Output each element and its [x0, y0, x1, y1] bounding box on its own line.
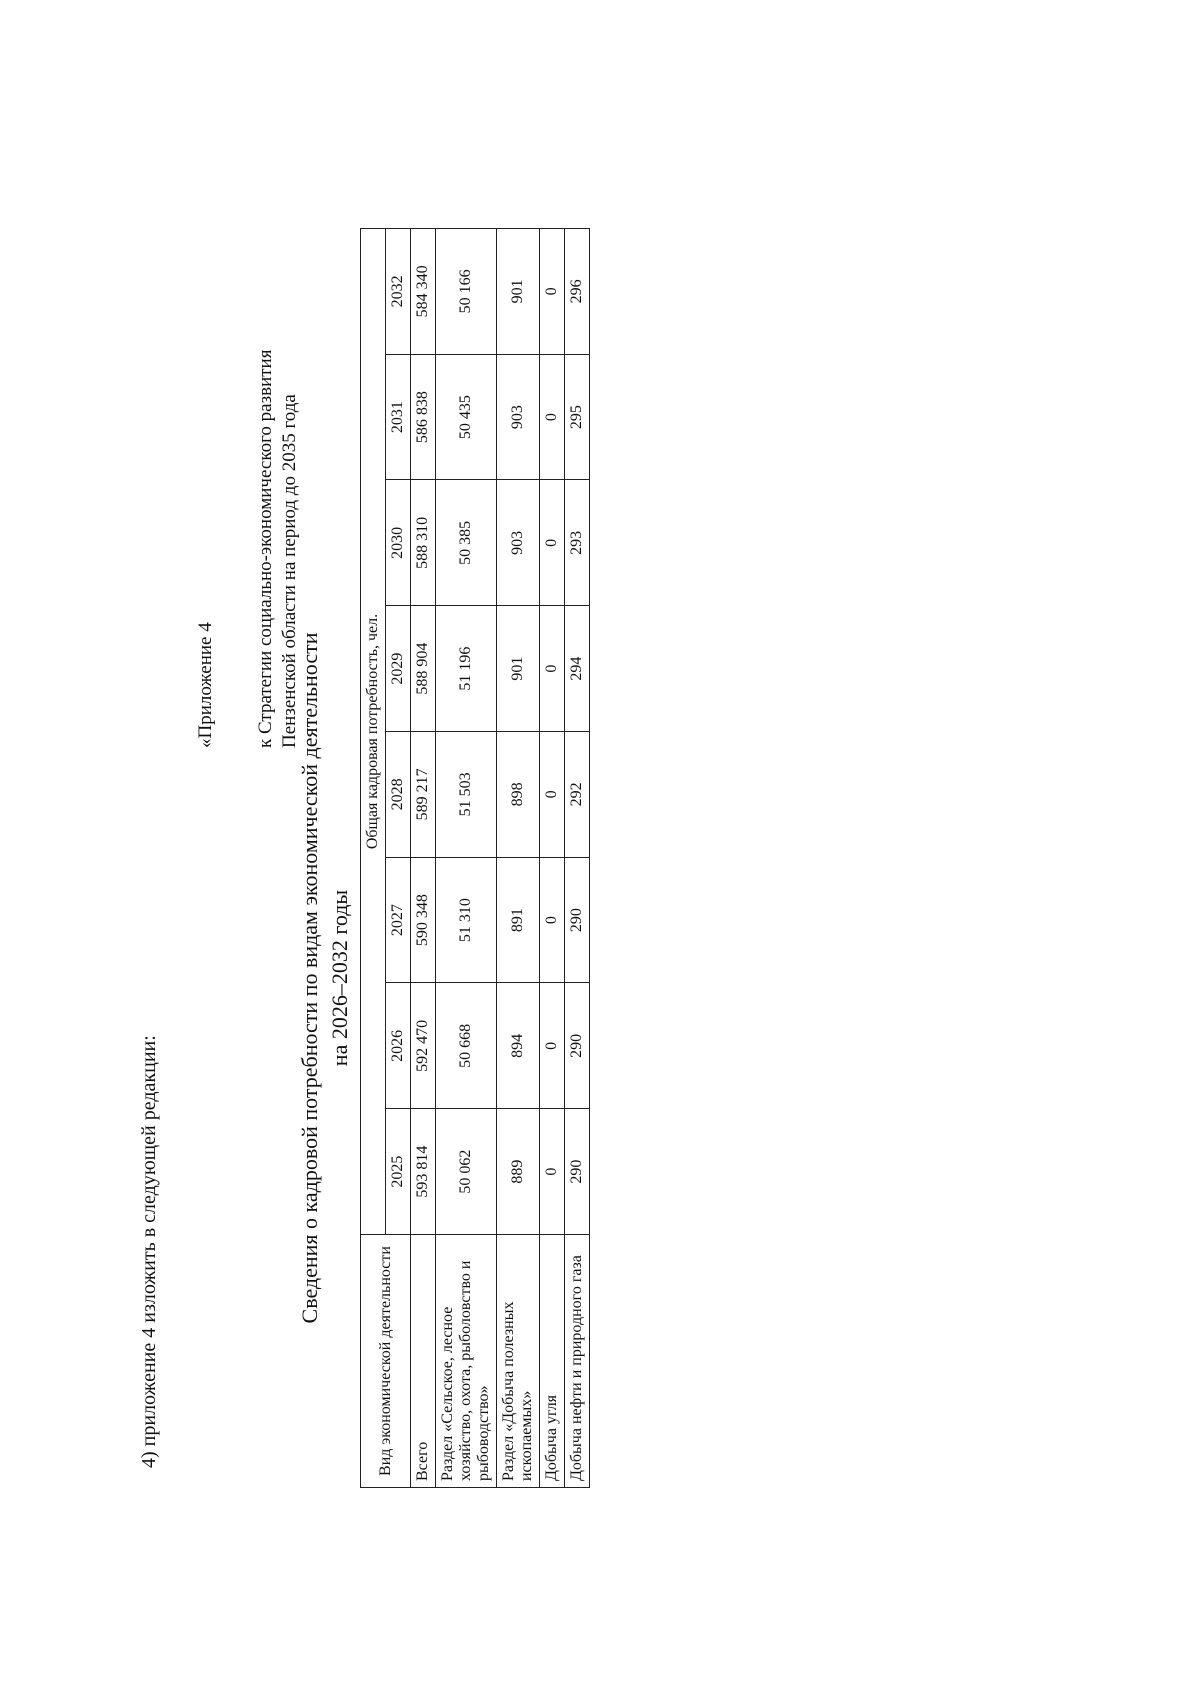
total-cell: 891 [497, 857, 540, 983]
year-header-total: 2030 [386, 480, 411, 606]
appendix-caption [194, 350, 302, 748]
total-cell: 51 196 [436, 606, 497, 732]
table-row [411, 229, 436, 1488]
total-cell: 51 503 [436, 732, 497, 858]
total-cell: 50 062 [436, 1109, 497, 1235]
table-title [295, 598, 355, 1358]
total-cell: 296 [565, 229, 590, 355]
row-label: Раздел «Добыча полезных ископаемых» [497, 1235, 540, 1488]
total-cell: 898 [497, 732, 540, 858]
total-cell: 293 [565, 480, 590, 606]
total-cell: 0 [540, 606, 565, 732]
total-cell: 586 838 [411, 354, 436, 480]
total-cell: 589 217 [411, 732, 436, 858]
header-row-groups [361, 229, 386, 1488]
total-cell: 50 668 [436, 983, 497, 1109]
table-row [436, 229, 497, 1488]
row-label: Раздел «Сельское, лесное хозяйство, охота, рыболовство и рыбоводство» [436, 1235, 497, 1488]
appendix-reference-line2: Пензенской области на период до 2035 года [279, 394, 300, 748]
year-header-total: 2032 [386, 229, 411, 355]
row-label: Всего [411, 1235, 436, 1488]
total-cell: 590 348 [411, 857, 436, 983]
staffing-needs-table [360, 228, 590, 1488]
total-cell: 592 470 [411, 983, 436, 1109]
total-cell: 0 [540, 354, 565, 480]
total-cell: 889 [497, 1109, 540, 1235]
total-cell: 50 435 [436, 354, 497, 480]
total-cell: 903 [497, 480, 540, 606]
total-cell: 292 [565, 732, 590, 858]
total-cell: 588 310 [411, 480, 436, 606]
year-header-total: 2028 [386, 732, 411, 858]
total-cell: 51 310 [436, 857, 497, 983]
appendix-label: «Приложение 4 [195, 622, 216, 748]
total-cell: 0 [540, 857, 565, 983]
total-cell: 0 [540, 732, 565, 858]
total-cell: 0 [540, 229, 565, 355]
total-cell: 0 [540, 983, 565, 1109]
total-cell: 294 [565, 606, 590, 732]
total-cell: 894 [497, 983, 540, 1109]
total-cell: 50 166 [436, 229, 497, 355]
total-cell: 0 [540, 480, 565, 606]
total-cell: 584 340 [411, 229, 436, 355]
total-cell: 588 904 [411, 606, 436, 732]
header-group-total: Общая кадровая потребность, чел. [361, 229, 386, 1235]
year-header-total: 2027 [386, 857, 411, 983]
total-cell: 0 [540, 1109, 565, 1235]
appendix-reference-line1: к Стратегии социально-экономического развития [255, 349, 276, 748]
table-body [411, 229, 590, 1488]
total-cell: 903 [497, 354, 540, 480]
title-line2: на 2026–2032 годы [327, 889, 352, 1067]
year-header-total: 2029 [386, 606, 411, 732]
table-row [540, 229, 565, 1488]
table-row [497, 229, 540, 1488]
table-row [565, 229, 590, 1488]
rotated-page [100, 138, 1100, 1558]
total-cell: 901 [497, 606, 540, 732]
total-cell: 290 [565, 1109, 590, 1235]
row-label: Добыча угля [540, 1235, 565, 1488]
header-activity: Вид экономической деятельности [361, 1235, 411, 1488]
total-cell: 593 814 [411, 1109, 436, 1235]
amendment-text: 4) приложение 4 изложить в следующей редакции: [138, 1035, 160, 1468]
total-cell: 290 [565, 983, 590, 1109]
total-cell: 290 [565, 857, 590, 983]
year-header-total: 2031 [386, 354, 411, 480]
title-line1: Сведения о кадровой потребности по видам экономической деятельности [297, 632, 322, 1324]
year-header-total: 2026 [386, 983, 411, 1109]
total-cell: 50 385 [436, 480, 497, 606]
total-cell: 295 [565, 354, 590, 480]
year-header-total: 2025 [386, 1109, 411, 1235]
row-label: Добыча нефти и природного газа [565, 1235, 590, 1488]
total-cell: 901 [497, 229, 540, 355]
